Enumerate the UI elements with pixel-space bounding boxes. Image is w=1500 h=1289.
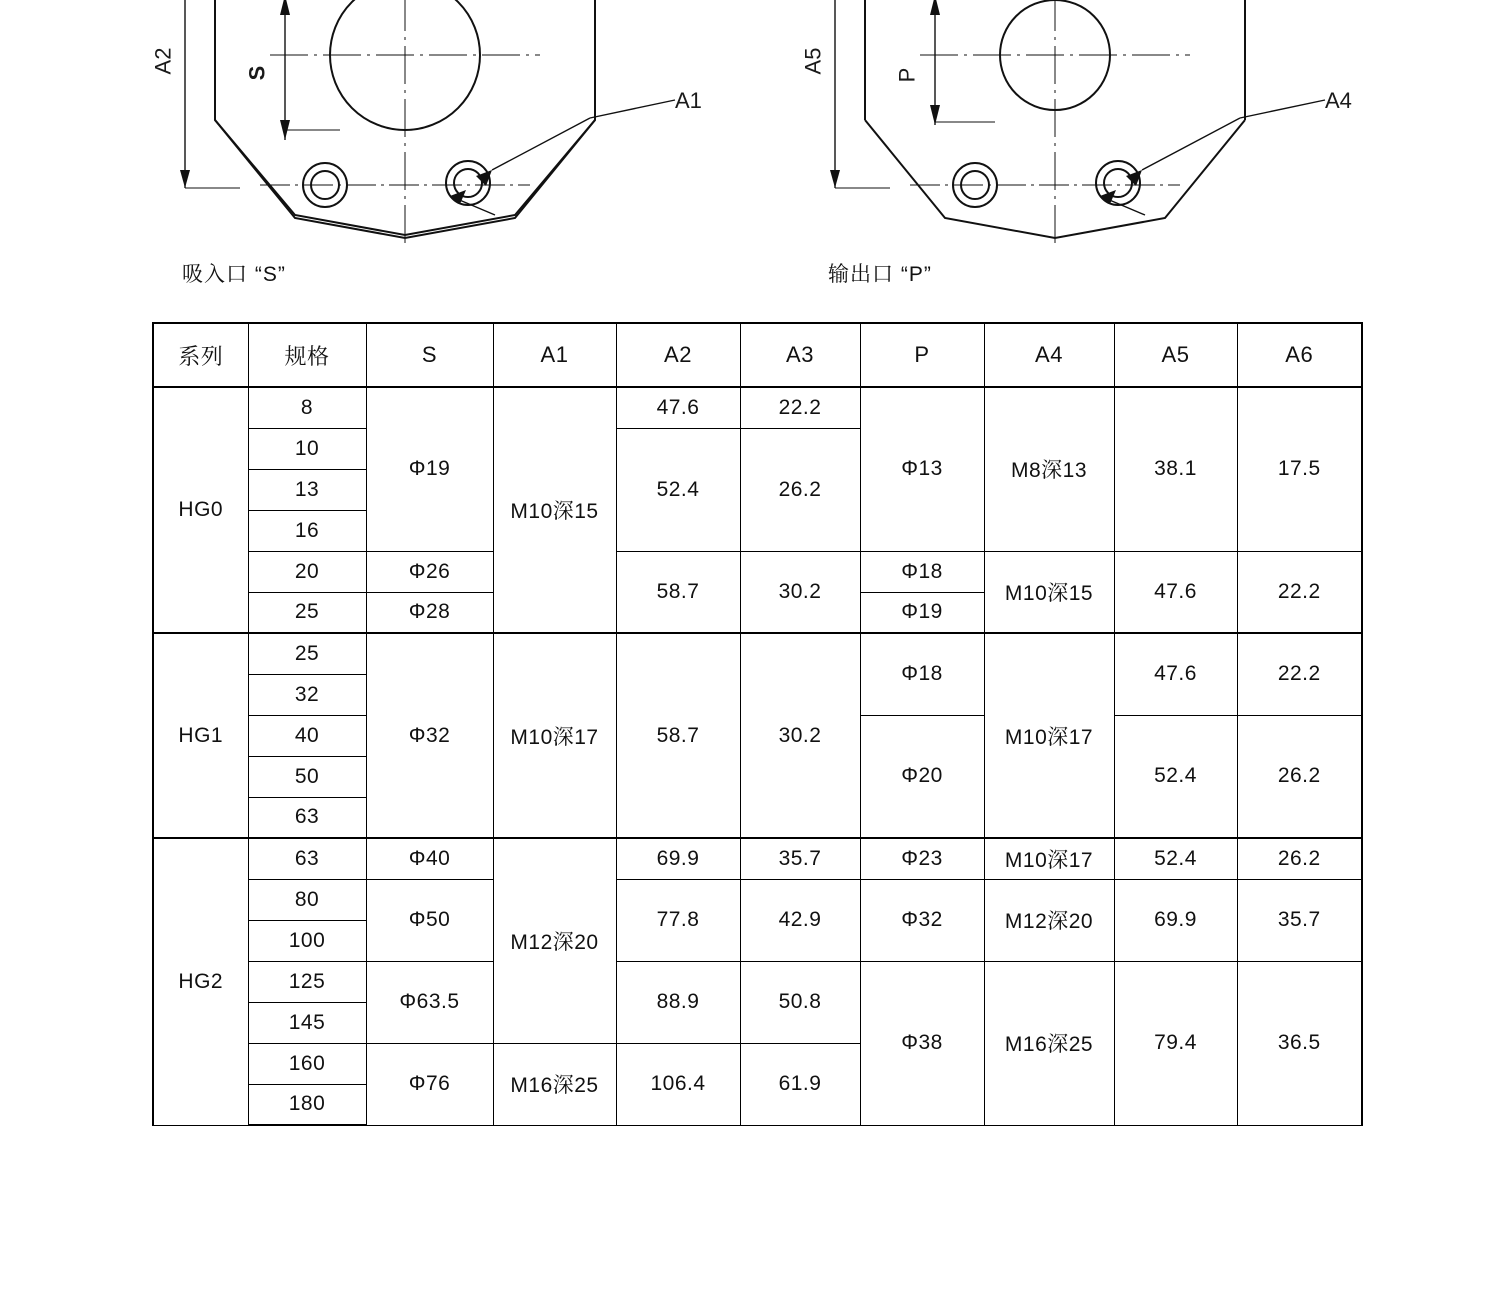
cell-spec: 145: [248, 1002, 366, 1043]
cell-a6: 35.7: [1237, 879, 1362, 961]
cell-a5: 69.9: [1114, 879, 1237, 961]
cell-spec: 125: [248, 961, 366, 1002]
spec-table: [152, 322, 1363, 1126]
cell-a5: 47.6: [1114, 551, 1237, 633]
cell-a2: 58.7: [616, 551, 740, 633]
header-a3: A3: [740, 323, 860, 387]
cell-spec: 180: [248, 1084, 366, 1125]
cell-series: HG2: [153, 838, 248, 1125]
table-row: [153, 961, 1362, 1002]
cell-s: Φ19: [366, 387, 493, 551]
cell-a6: 26.2: [1237, 838, 1362, 879]
cell-spec: 16: [248, 510, 366, 551]
table-row: [153, 387, 1362, 428]
dim-label-a2: A2: [150, 47, 176, 75]
drawings-area: [0, 0, 1500, 300]
cell-s: Φ40: [366, 838, 493, 879]
cell-a2: 58.7: [616, 633, 740, 838]
cell-spec: 160: [248, 1043, 366, 1084]
cell-s: Φ76: [366, 1043, 493, 1125]
cell-a4: M8深13: [984, 387, 1114, 551]
cell-spec: 8: [248, 387, 366, 428]
cell-s: Φ63.5: [366, 961, 493, 1043]
header-a2: A2: [616, 323, 740, 387]
table-row: [153, 551, 1362, 592]
table-row: [153, 879, 1362, 920]
cell-a6: 36.5: [1237, 961, 1362, 1125]
cell-a3: 22.2: [740, 387, 860, 428]
cell-spec: 13: [248, 469, 366, 510]
cell-a1: M10深15: [493, 387, 616, 633]
cell-a3: 35.7: [740, 838, 860, 879]
cell-p: Φ20: [860, 715, 984, 838]
cell-a5: 79.4: [1114, 961, 1237, 1125]
header-a4: A4: [984, 323, 1114, 387]
header-spec: 规格: [248, 323, 366, 387]
header-s: S: [366, 323, 493, 387]
cell-spec: 100: [248, 920, 366, 961]
cell-s: Φ32: [366, 633, 493, 838]
header-a5: A5: [1114, 323, 1237, 387]
cell-series: HG1: [153, 633, 248, 838]
cell-spec: 40: [248, 715, 366, 756]
header-series: 系列: [153, 323, 248, 387]
cell-p: Φ32: [860, 879, 984, 961]
cell-a5: 52.4: [1114, 838, 1237, 879]
cell-a6: 26.2: [1237, 715, 1362, 838]
cell-spec: 32: [248, 674, 366, 715]
table-row: [153, 838, 1362, 879]
cell-a2: 106.4: [616, 1043, 740, 1125]
cell-a5: 38.1: [1114, 387, 1237, 551]
header-p: P: [860, 323, 984, 387]
table-row: [153, 633, 1362, 674]
cell-a1: M12深20: [493, 838, 616, 1043]
cell-spec: 63: [248, 838, 366, 879]
cell-a2: 88.9: [616, 961, 740, 1043]
cell-a3: 30.2: [740, 551, 860, 633]
cell-spec: 25: [248, 592, 366, 633]
cell-a6: 22.2: [1237, 551, 1362, 633]
cell-a4: M10深15: [984, 551, 1114, 633]
cell-a5: 52.4: [1114, 715, 1237, 838]
outlet-port-svg: [760, 0, 1400, 250]
cell-a4: M10深17: [984, 633, 1114, 838]
cell-series: HG0: [153, 387, 248, 633]
cell-a3: 50.8: [740, 961, 860, 1043]
cell-p: Φ23: [860, 838, 984, 879]
spec-table-wrap: [152, 322, 1363, 1126]
dim-label-a4: A4: [1325, 88, 1352, 113]
caption-suction-port: 吸入口 “S”: [182, 263, 286, 286]
cell-spec: 25: [248, 633, 366, 674]
cell-p: Φ18: [860, 551, 984, 592]
cell-spec: 80: [248, 879, 366, 920]
cell-spec: 63: [248, 797, 366, 838]
cell-a6: 22.2: [1237, 633, 1362, 715]
cell-a2: 77.8: [616, 879, 740, 961]
cell-a3: 61.9: [740, 1043, 860, 1125]
cell-a4: M10深17: [984, 838, 1114, 879]
cell-a2: 47.6: [616, 387, 740, 428]
cell-a1: M10深17: [493, 633, 616, 838]
cell-spec: 10: [248, 428, 366, 469]
cell-a4: M12深20: [984, 879, 1114, 961]
cell-a4: M16深25: [984, 961, 1114, 1125]
cell-spec: 50: [248, 756, 366, 797]
cell-a3: 26.2: [740, 428, 860, 551]
cell-p: Φ19: [860, 592, 984, 633]
cell-p: Φ38: [860, 961, 984, 1125]
cell-s: Φ28: [366, 592, 493, 633]
header-a6: A6: [1237, 323, 1362, 387]
dim-label-a1: A1: [675, 88, 702, 113]
cell-a3: 30.2: [740, 633, 860, 838]
cell-spec: 20: [248, 551, 366, 592]
cell-p: Φ18: [860, 633, 984, 715]
cell-a5: 47.6: [1114, 633, 1237, 715]
caption-outlet-port: 输出口 “P”: [828, 263, 932, 286]
cell-s: Φ26: [366, 551, 493, 592]
cell-a2: 69.9: [616, 838, 740, 879]
suction-port-svg: [110, 0, 750, 250]
drawing-suction-port: [110, 0, 750, 250]
dim-label-s: S: [244, 65, 270, 81]
dim-label-p: P: [894, 67, 920, 83]
drawing-outlet-port: [760, 0, 1400, 250]
dim-label-a5: A5: [800, 47, 826, 75]
table-header-row: [153, 323, 1362, 387]
header-a1: A1: [493, 323, 616, 387]
cell-s: Φ50: [366, 879, 493, 961]
cell-a3: 42.9: [740, 879, 860, 961]
cell-a6: 17.5: [1237, 387, 1362, 551]
cell-a1: M16深25: [493, 1043, 616, 1125]
cell-a2: 52.4: [616, 428, 740, 551]
cell-p: Φ13: [860, 387, 984, 551]
